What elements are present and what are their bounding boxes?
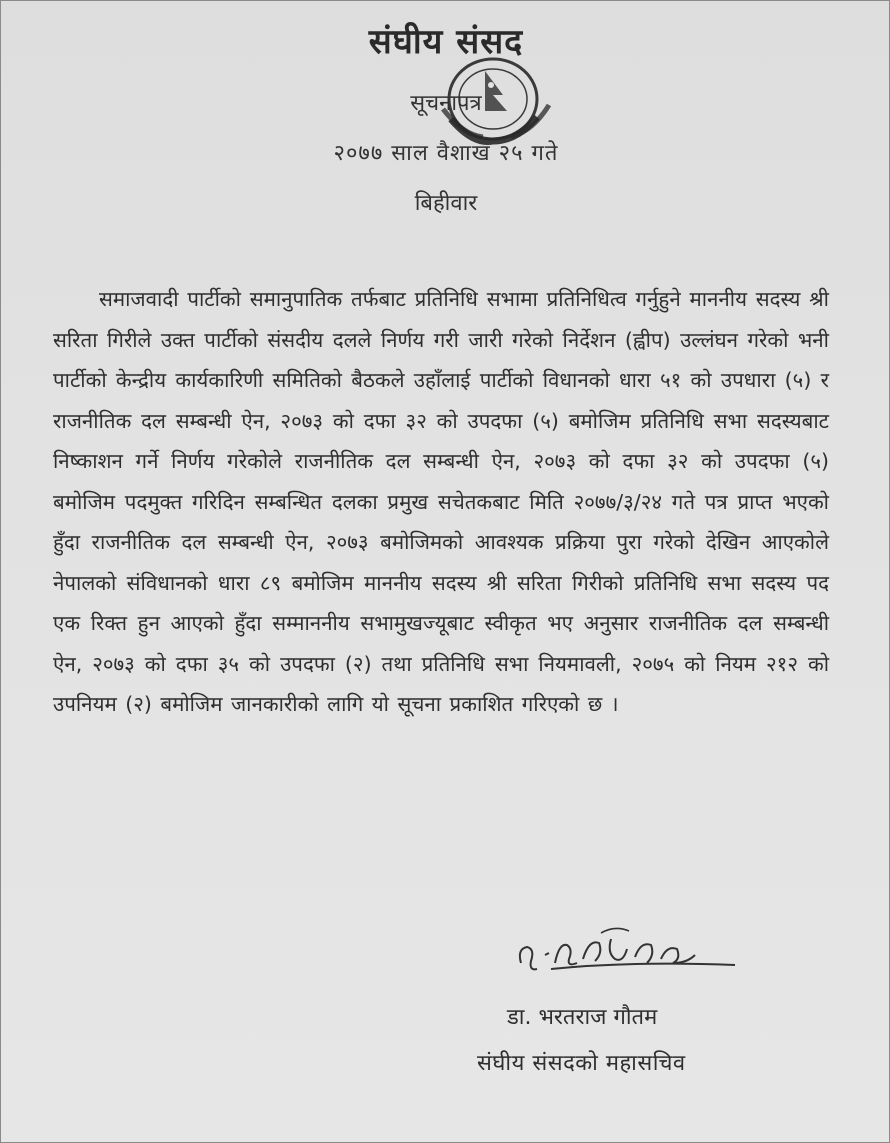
notice-body-paragraph: समाजवादी पार्टीको समानुपातिक तर्फबाट प्रतिनिधि सभामा प्रतिनिधित्व गर्नुहुने माननीय सदस्य श्री सरिता गिरीले उक्त पार्टीको संसदीय दलले निर्णय गरी जारी गरेको निर्देशन (ह्वीप) उल्लंघन गरेको भनी पार्टीको केन्द्रीय कार्यकारिणी समितिको बैठकले उहाँलाई पार्टीको विधानको धारा ५१ को उपधारा (५) र राजनीतिक दल सम्बन्धी ऐन, २०७३ को दफा ३२ को उपदफा (५) बमोजिम प्रतिनिधि सभा सदस्यबाट निष्काशन गर्ने निर्णय गरेकोले राजनीतिक दल सम्बन्धी ऐन, २०७३ को दफा ३२ को उपदफा (५) बमोजिम पदमुक्त गरिदिन सम्बन्धित दलका प्रमुख सचेतकबाट मिति २०७७/३/२४ गते पत्र प्राप्त भएको हुँदा राजनीतिक दल सम्बन्धी ऐन, २०७३ बमोजिमको आवश्यक प्रक्रिया पुरा गरेको देखिन आएकोले नेपालको संविधानको धारा ८९ बमोजिम माननीय सदस्य श्री सरिता गिरीको प्रतिनिधि सभा सदस्य पद एक रिक्त हुन आएको हुँदा सम्माननीय सभामुखज्यूबाट स्वीकृत भए अनुसार राजनीतिक दल सम्बन्धी ऐन, २०७३ को दफा ३५ को उपदफा (२) तथा प्रतिनिधि सभा नियमावली, २०७५ को नियम २१२ को उपनियम (२) बमोजिम जानकारीको लागि यो सूचना प्रकाशित गरिएको छ । <box>53 287 829 716</box>
document-date: २०७७ साल वैशाख २५ गते <box>333 141 559 166</box>
document-day: बिहीवार <box>414 191 478 216</box>
signatory-name: डा. भरतराज गौतम <box>507 1005 658 1030</box>
handwritten-signature <box>511 919 741 991</box>
document-title: संघीय संसद <box>368 22 524 62</box>
signatory-title: संघीय संसदको महासचिव <box>477 1051 686 1076</box>
document-subtitle: सूचनापत्र <box>410 91 482 116</box>
